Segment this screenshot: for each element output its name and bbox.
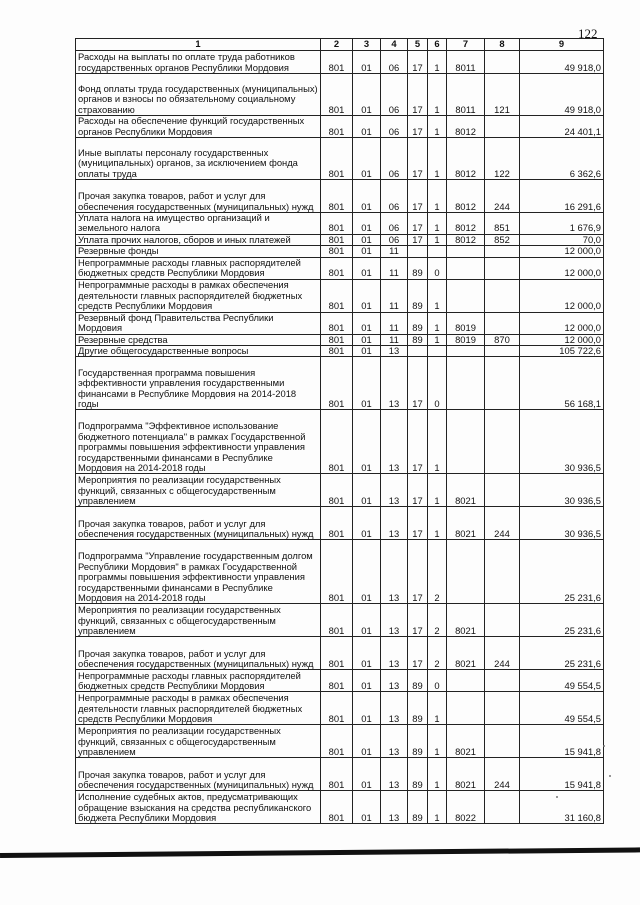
row-amount: 16 291,6: [520, 180, 604, 213]
row-code-3: 01: [353, 692, 381, 725]
table-row: [76, 357, 604, 410]
table-row: [76, 180, 604, 213]
row-code-4: 06: [381, 74, 408, 116]
row-code-8: [485, 725, 520, 758]
row-code-3: 01: [353, 604, 381, 637]
row-code-6: 1: [428, 213, 447, 235]
row-code-4: 13: [381, 725, 408, 758]
row-name: Непрограммные расходы в рамках обеспечения деятельности главных распорядителей бюджетных средств Республики Мордовия: [76, 279, 321, 312]
row-code-5: 17: [408, 51, 428, 74]
row-code-7: 8021: [447, 507, 485, 540]
row-code-5: 89: [408, 312, 428, 334]
row-code-6: 1: [428, 312, 447, 334]
table-body: [76, 51, 604, 824]
row-code-8: [485, 279, 520, 312]
row-amount: 49 918,0: [520, 51, 604, 74]
row-code-5: 17: [408, 507, 428, 540]
header-col-4: 4: [381, 39, 408, 51]
scan-speck: [603, 745, 605, 747]
row-code-2: 801: [321, 507, 353, 540]
row-amount: 49 554,5: [520, 670, 604, 692]
row-code-5: 17: [408, 410, 428, 474]
header-col-9: 9: [520, 39, 604, 51]
row-code-6: [428, 346, 447, 357]
row-code-8: [485, 604, 520, 637]
row-name: Мероприятия по реализации государственных функций, связанных с общегосударственным управлением: [76, 604, 321, 637]
row-code-7: 8012: [447, 116, 485, 138]
row-code-4: 13: [381, 507, 408, 540]
row-code-4: 11: [381, 257, 408, 279]
row-code-2: 801: [321, 116, 353, 138]
row-code-5: 89: [408, 758, 428, 791]
row-code-4: 13: [381, 758, 408, 791]
row-code-5: 89: [408, 257, 428, 279]
row-amount: 30 936,5: [520, 474, 604, 507]
row-code-5: 89: [408, 334, 428, 345]
row-code-5: [408, 246, 428, 257]
row-code-7: 8022: [447, 791, 485, 824]
row-code-6: 0: [428, 670, 447, 692]
header-col-5: 5: [408, 39, 428, 51]
table-row: [76, 279, 604, 312]
table-row: [76, 74, 604, 116]
header-col-1: 1: [76, 39, 321, 51]
row-code-6: 1: [428, 180, 447, 213]
row-amount: 25 231,6: [520, 604, 604, 637]
row-code-2: 801: [321, 234, 353, 245]
row-code-5: 17: [408, 604, 428, 637]
row-code-8: [485, 257, 520, 279]
row-code-6: 1: [428, 507, 447, 540]
row-code-7: 8021: [447, 474, 485, 507]
row-code-5: 89: [408, 725, 428, 758]
row-code-4: 13: [381, 637, 408, 670]
table-row: [76, 257, 604, 279]
row-code-7: 8021: [447, 604, 485, 637]
row-code-3: 01: [353, 279, 381, 312]
row-code-2: 801: [321, 670, 353, 692]
row-code-6: 1: [428, 116, 447, 138]
row-name: Исполнение судебных актов, предусматривающих обращение взыскания на средства республиканского бюджета Республики Мордовия: [76, 791, 321, 824]
table-header-row: [76, 39, 604, 51]
row-name: Резервные фонды: [76, 246, 321, 257]
row-code-2: 801: [321, 604, 353, 637]
row-code-3: 01: [353, 670, 381, 692]
row-code-4: 06: [381, 234, 408, 245]
row-code-8: [485, 246, 520, 257]
row-code-3: 01: [353, 725, 381, 758]
row-code-7: 8012: [447, 180, 485, 213]
row-code-4: 11: [381, 279, 408, 312]
row-code-5: 17: [408, 540, 428, 604]
row-code-7: [447, 346, 485, 357]
row-code-3: 01: [353, 346, 381, 357]
row-code-4: 06: [381, 213, 408, 235]
table-row: [76, 213, 604, 235]
row-name: Прочая закупка товаров, работ и услуг для обеспечения государственных (муниципальных) нужд: [76, 758, 321, 791]
row-code-3: 01: [353, 74, 381, 116]
row-code-4: 13: [381, 346, 408, 357]
row-code-5: 89: [408, 791, 428, 824]
table-row: [76, 346, 604, 357]
row-code-2: 801: [321, 357, 353, 410]
row-name: Расходы на выплаты по оплате труда работников государственных органов Республики Мордовия: [76, 51, 321, 74]
row-code-6: 0: [428, 257, 447, 279]
row-code-7: [447, 257, 485, 279]
row-code-6: 1: [428, 474, 447, 507]
header-col-7: 7: [447, 39, 485, 51]
row-name: Иные выплаты персоналу государственных (муниципальных) органов, за исключением фонда оплаты труда: [76, 138, 321, 180]
row-code-2: 801: [321, 213, 353, 235]
row-code-2: 801: [321, 791, 353, 824]
row-code-7: 8012: [447, 213, 485, 235]
table-row: [76, 334, 604, 345]
row-code-8: 851: [485, 213, 520, 235]
row-code-3: 01: [353, 540, 381, 604]
row-code-6: 0: [428, 357, 447, 410]
row-amount: 49 918,0: [520, 74, 604, 116]
row-code-7: 8012: [447, 138, 485, 180]
table-row: [76, 692, 604, 725]
row-code-2: 801: [321, 346, 353, 357]
row-code-4: 11: [381, 334, 408, 345]
row-code-2: 801: [321, 51, 353, 74]
row-code-3: 01: [353, 246, 381, 257]
row-code-6: 1: [428, 758, 447, 791]
row-code-8: 122: [485, 138, 520, 180]
row-code-4: 13: [381, 791, 408, 824]
row-code-2: 801: [321, 540, 353, 604]
table-row: [76, 791, 604, 824]
scan-speck: [556, 796, 558, 798]
row-code-3: 01: [353, 312, 381, 334]
row-code-3: 01: [353, 357, 381, 410]
row-code-8: [485, 346, 520, 357]
row-code-3: 01: [353, 180, 381, 213]
row-amount: 56 168,1: [520, 357, 604, 410]
row-amount: 12 000,0: [520, 312, 604, 334]
row-code-2: 801: [321, 312, 353, 334]
row-code-6: 2: [428, 540, 447, 604]
row-amount: 105 722,6: [520, 346, 604, 357]
row-amount: 70,0: [520, 234, 604, 245]
row-code-5: 17: [408, 180, 428, 213]
row-code-4: 13: [381, 474, 408, 507]
row-code-2: 801: [321, 637, 353, 670]
row-amount: 12 000,0: [520, 246, 604, 257]
row-code-3: 01: [353, 257, 381, 279]
row-code-8: [485, 692, 520, 725]
row-name: Мероприятия по реализации государственных функций, связанных с общегосударственным управлением: [76, 474, 321, 507]
row-code-6: 1: [428, 279, 447, 312]
row-code-4: 13: [381, 604, 408, 637]
row-code-7: 8021: [447, 758, 485, 791]
header-col-8: 8: [485, 39, 520, 51]
table-row: [76, 637, 604, 670]
header-col-3: 3: [353, 39, 381, 51]
row-code-3: 01: [353, 334, 381, 345]
row-code-4: 13: [381, 357, 408, 410]
row-code-6: 1: [428, 692, 447, 725]
table-row: [76, 725, 604, 758]
row-code-2: 801: [321, 74, 353, 116]
row-code-2: 801: [321, 138, 353, 180]
row-code-8: 244: [485, 758, 520, 791]
row-code-3: 01: [353, 213, 381, 235]
row-name: Расходы на обеспечение функций государственных органов Республики Мордовия: [76, 116, 321, 138]
row-code-7: [447, 246, 485, 257]
row-code-6: 1: [428, 725, 447, 758]
header-col-2: 2: [321, 39, 353, 51]
row-code-4: 06: [381, 116, 408, 138]
row-amount: 15 941,8: [520, 758, 604, 791]
row-name: Уплата налога на имущество организаций и земельного налога: [76, 213, 321, 235]
row-code-6: 2: [428, 604, 447, 637]
row-code-8: [485, 51, 520, 74]
row-code-3: 01: [353, 637, 381, 670]
page-number: 122: [578, 26, 598, 41]
row-code-6: 1: [428, 74, 447, 116]
bottom-rule: [0, 847, 640, 858]
table-row: [76, 138, 604, 180]
row-code-3: 01: [353, 758, 381, 791]
row-code-8: [485, 116, 520, 138]
row-code-8: 244: [485, 637, 520, 670]
row-code-2: 801: [321, 180, 353, 213]
row-code-8: 244: [485, 507, 520, 540]
row-code-3: 01: [353, 116, 381, 138]
row-amount: 15 941,8: [520, 725, 604, 758]
table-row: [76, 410, 604, 474]
row-code-6: 1: [428, 51, 447, 74]
row-code-5: 89: [408, 670, 428, 692]
row-code-3: 01: [353, 234, 381, 245]
table-row: [76, 604, 604, 637]
table-row: [76, 540, 604, 604]
row-code-7: 8011: [447, 74, 485, 116]
row-code-8: [485, 670, 520, 692]
row-name: Резервные средства: [76, 334, 321, 345]
row-code-2: 801: [321, 758, 353, 791]
table-row: [76, 474, 604, 507]
row-code-7: 8012: [447, 234, 485, 245]
table-row: [76, 507, 604, 540]
row-code-8: [485, 312, 520, 334]
row-code-5: 89: [408, 279, 428, 312]
row-name: Прочая закупка товаров, работ и услуг для обеспечения государственных (муниципальных) нужд: [76, 507, 321, 540]
row-code-2: 801: [321, 692, 353, 725]
row-code-6: 1: [428, 791, 447, 824]
row-code-6: 2: [428, 637, 447, 670]
row-code-7: [447, 357, 485, 410]
row-code-4: 06: [381, 51, 408, 74]
row-name: Подпрограмма "Управление государственным долгом Республики Мордовия" в рамках Государственной программы повышения эффективности управления государственными финансами в Республике Мордовия на 2014-2018 годы: [76, 540, 321, 604]
row-amount: 31 160,8: [520, 791, 604, 824]
row-code-7: 8019: [447, 334, 485, 345]
row-name: Прочая закупка товаров, работ и услуг для обеспечения государственных (муниципальных) нужд: [76, 637, 321, 670]
row-code-2: 801: [321, 257, 353, 279]
row-code-7: [447, 279, 485, 312]
row-name: Непрограммные расходы главных распорядителей бюджетных средств Республики Мордовия: [76, 257, 321, 279]
row-amount: 24 401,1: [520, 116, 604, 138]
row-amount: 12 000,0: [520, 257, 604, 279]
table-row: [76, 758, 604, 791]
row-name: Мероприятия по реализации государственных функций, связанных с общегосударственным управлением: [76, 725, 321, 758]
row-amount: 49 554,5: [520, 692, 604, 725]
row-code-2: 801: [321, 246, 353, 257]
row-name: Прочая закупка товаров, работ и услуг для обеспечения государственных (муниципальных) нужд: [76, 180, 321, 213]
row-code-8: 852: [485, 234, 520, 245]
row-code-8: [485, 357, 520, 410]
row-code-7: [447, 670, 485, 692]
row-code-3: 01: [353, 410, 381, 474]
row-code-7: 8011: [447, 51, 485, 74]
table-row: [76, 51, 604, 74]
row-code-2: 801: [321, 279, 353, 312]
row-amount: 6 362,6: [520, 138, 604, 180]
row-code-2: 801: [321, 334, 353, 345]
row-code-8: 870: [485, 334, 520, 345]
row-code-8: 121: [485, 74, 520, 116]
row-code-2: 801: [321, 725, 353, 758]
row-code-3: 01: [353, 791, 381, 824]
row-amount: 12 000,0: [520, 279, 604, 312]
row-name: Уплата прочих налогов, сборов и иных платежей: [76, 234, 321, 245]
row-name: Резервный фонд Правительства Республики Мордовия: [76, 312, 321, 334]
row-code-5: 17: [408, 474, 428, 507]
row-code-3: 01: [353, 138, 381, 180]
row-code-5: 17: [408, 116, 428, 138]
table-row: [76, 234, 604, 245]
row-code-3: 01: [353, 474, 381, 507]
row-code-4: 13: [381, 670, 408, 692]
header-col-6: 6: [428, 39, 447, 51]
row-code-6: 1: [428, 334, 447, 345]
table-row: [76, 116, 604, 138]
row-name: Непрограммные расходы главных распорядителей бюджетных средств Республики Мордовия: [76, 670, 321, 692]
row-code-3: 01: [353, 51, 381, 74]
row-code-6: 1: [428, 410, 447, 474]
row-amount: 30 936,5: [520, 507, 604, 540]
row-code-4: 13: [381, 540, 408, 604]
row-code-7: [447, 540, 485, 604]
row-code-3: 01: [353, 507, 381, 540]
row-name: Непрограммные расходы в рамках обеспечения деятельности главных распорядителей бюджетных средств Республики Мордовия: [76, 692, 321, 725]
row-amount: 30 936,5: [520, 410, 604, 474]
row-code-4: 13: [381, 692, 408, 725]
row-amount: 25 231,6: [520, 540, 604, 604]
budget-table: [75, 38, 604, 824]
row-code-8: [485, 791, 520, 824]
table-row: [76, 312, 604, 334]
row-code-6: 1: [428, 234, 447, 245]
row-code-8: 244: [485, 180, 520, 213]
row-amount: 1 676,9: [520, 213, 604, 235]
table-row: [76, 670, 604, 692]
row-code-2: 801: [321, 474, 353, 507]
row-code-7: [447, 410, 485, 474]
row-code-5: 17: [408, 213, 428, 235]
row-code-4: 11: [381, 312, 408, 334]
row-code-5: 17: [408, 74, 428, 116]
row-code-5: 17: [408, 234, 428, 245]
row-code-4: 13: [381, 410, 408, 474]
row-amount: 25 231,6: [520, 637, 604, 670]
row-code-8: [485, 410, 520, 474]
row-code-2: 801: [321, 410, 353, 474]
row-code-5: 89: [408, 692, 428, 725]
table-row: [76, 246, 604, 257]
row-code-5: 17: [408, 637, 428, 670]
row-name: Фонд оплаты труда государственных (муниципальных) органов и взносы по обязательному социальному страхованию: [76, 74, 321, 116]
row-name: Государственная программа повышения эффективности управления государственными финансами в Республике Мордовия на 2014-2018 годы: [76, 357, 321, 410]
row-code-7: 8021: [447, 725, 485, 758]
row-code-8: [485, 474, 520, 507]
row-code-4: 11: [381, 246, 408, 257]
row-code-6: 1: [428, 138, 447, 180]
row-code-5: 17: [408, 138, 428, 180]
row-code-7: 8021: [447, 637, 485, 670]
row-code-4: 06: [381, 180, 408, 213]
row-name: Подпрограмма "Эффективное использование бюджетного потенциала" в рамках Государственной программы повышения эффективности управления государственными финансами в Республике Мордовия на 2014-2018 годы: [76, 410, 321, 474]
row-name: Другие общегосударственные вопросы: [76, 346, 321, 357]
row-code-7: [447, 692, 485, 725]
row-code-5: 17: [408, 357, 428, 410]
row-code-8: [485, 540, 520, 604]
row-code-4: 06: [381, 138, 408, 180]
row-code-7: 8019: [447, 312, 485, 334]
row-code-5: [408, 346, 428, 357]
scan-speck: [609, 775, 611, 777]
row-code-6: [428, 246, 447, 257]
row-amount: 12 000,0: [520, 334, 604, 345]
